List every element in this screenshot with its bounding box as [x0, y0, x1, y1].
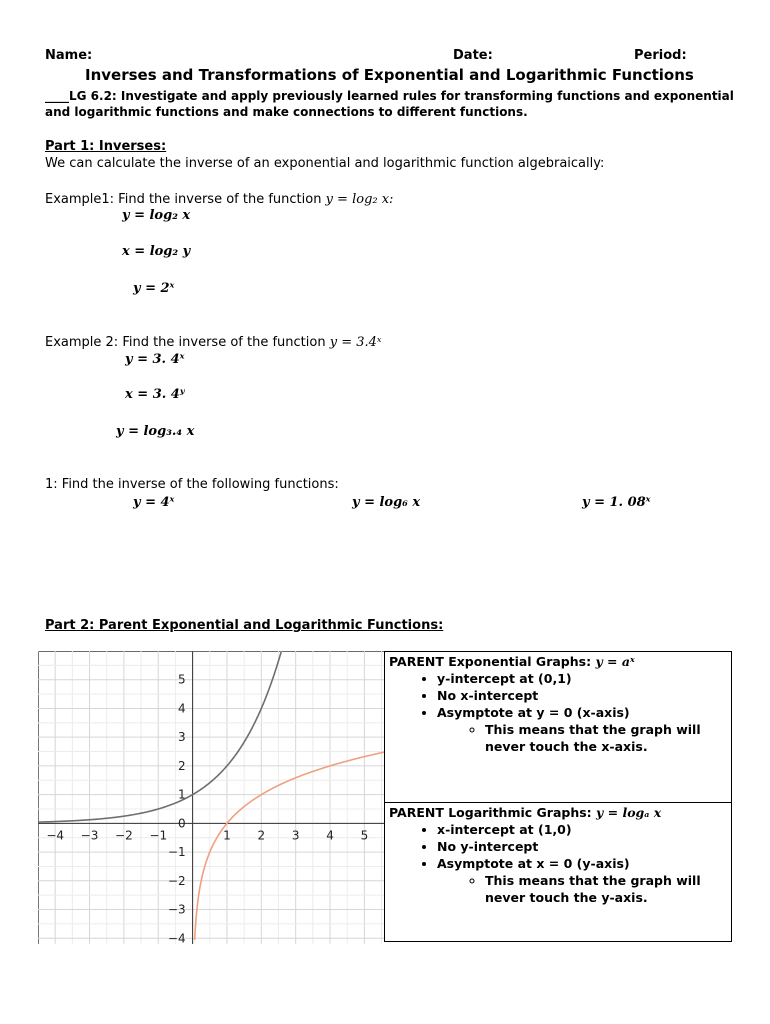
x-tick-label: −4: [46, 828, 65, 843]
y-tick-label: 2: [177, 758, 186, 773]
y-tick-label: 5: [177, 672, 186, 687]
x-tick-label: 1: [223, 828, 231, 843]
parent-functions-graph: [38, 651, 385, 944]
example2-step-2: x = 3. 4ʸ: [125, 387, 185, 402]
x-tick-label: 4: [326, 828, 334, 843]
log-sub-bullets: [389, 872, 727, 906]
exponential-title-math: y = aˣ: [595, 654, 635, 669]
exponential-title-text: PARENT Exponential Graphs:: [389, 654, 596, 669]
exp-bullet-1: • y-intercept at (0,1): [437, 670, 727, 687]
y-tick-label: −4: [167, 931, 186, 944]
date-label: Date:: [453, 48, 493, 63]
x-tick-label: 5: [360, 828, 369, 843]
example2-step-1: y = 3. 4ˣ: [125, 352, 185, 367]
graph-curves: [38, 652, 385, 940]
log-bullet-1: • x-intercept at (1,0): [437, 821, 727, 838]
example1-function: y = log₂ x:: [325, 192, 394, 207]
exercise-function-2: y = log₆ x: [352, 495, 421, 510]
logarithmic-cell: [385, 803, 732, 942]
logarithmic-bullets: [389, 821, 727, 872]
x-tick-label: −2: [115, 828, 133, 843]
graph-axes: [38, 651, 385, 944]
y-tick-label: −3: [167, 902, 186, 917]
exp-bullet-3: • Asymptote at y = 0 (x-axis): [437, 704, 727, 721]
example1-prompt: [45, 192, 393, 207]
x-tick-label: 2: [257, 828, 266, 843]
parent-functions-table: [384, 651, 732, 942]
y-tick-label: −1: [167, 845, 186, 860]
log-bullet-3: • Asymptote at x = 0 (y-axis): [437, 855, 727, 872]
example1-step-1: y = log₂ x: [122, 208, 191, 223]
y-tick-label: 4: [177, 701, 186, 716]
x-tick-label: −1: [149, 828, 168, 843]
exp-sub-bullet: ◦ This means that the graph will never touch the x-axis.: [485, 721, 727, 755]
exponential-cell: [385, 652, 732, 803]
example2-text: Example 2: Find the inverse of the function: [45, 335, 330, 350]
exp-sub-bullets: [389, 721, 727, 755]
learning-goal: ____LG 6.2: Investigate and apply previously learned rules for transforming functions and exponential and logarithmic functions and make connections to different functions.: [45, 89, 734, 119]
name-label: Name:: [45, 48, 93, 63]
exponential-bullets: [389, 670, 727, 721]
y-tick-label: −2: [167, 873, 186, 888]
logarithmic-row: [385, 803, 732, 942]
example2-prompt: [45, 335, 382, 350]
x-tick-label: 3: [291, 828, 300, 843]
example1-step-3: y = 2ˣ: [133, 281, 175, 296]
example1-step-2: x = log₂ y: [122, 244, 191, 259]
exercise-function-3: y = 1. 08ˣ: [582, 495, 651, 510]
exercise-prompt: 1: Find the inverse of the following functions:: [45, 477, 339, 492]
y-tick-label: 3: [177, 730, 186, 745]
graph-tick-labels: [46, 673, 368, 944]
y-tick-label: 0: [177, 816, 186, 831]
exponential-row: [385, 652, 732, 803]
example2-function: y = 3.4ˣ: [329, 335, 382, 350]
logarithmic-title-text: PARENT Logarithmic Graphs:: [389, 805, 597, 820]
log-sub-bullet: ◦ This means that the graph will never touch the y-axis.: [485, 872, 727, 906]
part1-heading: Part 1: Inverses:: [45, 139, 167, 154]
example2-step-3: y = log₃.₄ x: [116, 424, 195, 439]
log-bullet-2: • No y-intercept: [437, 838, 727, 855]
logarithmic-title-math: y = logₐ x: [596, 805, 662, 820]
x-tick-label: −3: [80, 828, 99, 843]
logarithmic-title: [389, 805, 727, 820]
exercise-function-1: y = 4ˣ: [133, 495, 175, 510]
exp-bullet-2: • No x-intercept: [437, 687, 727, 704]
page-title: Inverses and Transformations of Exponential and Logarithmic Functions: [85, 66, 694, 84]
period-label: Period:: [634, 48, 687, 63]
example1-text: Example1: Find the inverse of the function: [45, 192, 326, 207]
part2-heading: Part 2: Parent Exponential and Logarithmic Functions:: [45, 618, 444, 633]
part1-intro: We can calculate the inverse of an exponential and logarithmic function algebraically:: [45, 156, 605, 171]
exponential-title: [389, 654, 727, 669]
y-tick-label: 1: [177, 787, 186, 802]
graph-gridlines: [38, 651, 385, 944]
